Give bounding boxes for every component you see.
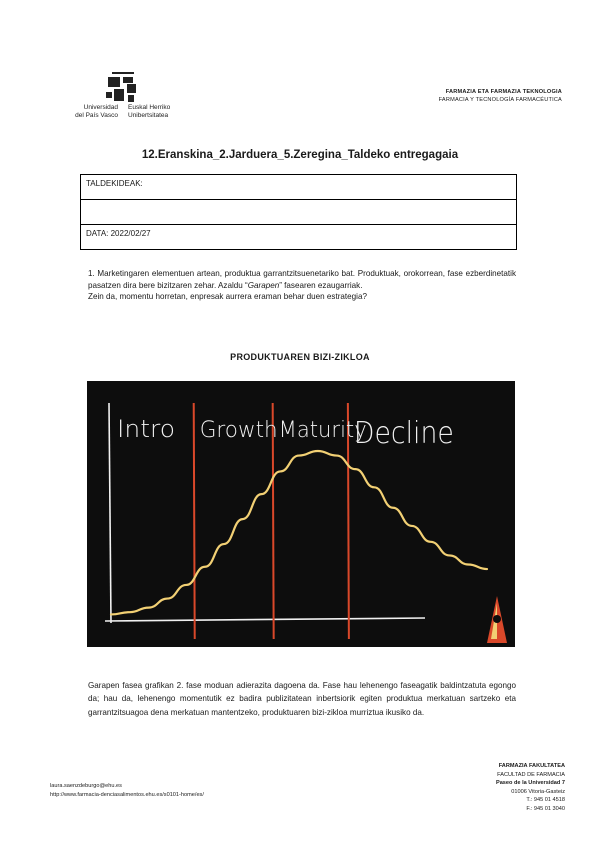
date-row: DATA: 2022/02/27 <box>80 224 517 250</box>
department-name-eu: FARMAZIA ETA FARMAZIA TEKNOLOGIA <box>445 89 562 95</box>
question-paragraph: 1. Marketingaren elementuen artean, produktua garrantzitsuenetariko bat. Produktuak, orokorrean, fase ezberdinetatik pasatzen dira bere bizitzaren zehar. Azaldu “Garapen” fasearen ezaugarriak. <box>88 269 516 290</box>
contact-email[interactable]: laura.saenzdeburgo@ehu.es <box>50 783 122 789</box>
faculty-name-eu: FARMAZIA FAKULTATEA <box>498 763 565 769</box>
product-life-cycle-chart <box>87 381 515 647</box>
phone-number: T.: 945 01 4518 <box>526 797 565 804</box>
stage-label-growth: Growth <box>199 418 278 443</box>
stage-label-maturity: Maturity <box>278 418 367 443</box>
question-strategy: Zein da, momentu horretan, enpresak aurrera eraman behar duen estrategia? <box>88 292 367 301</box>
upv-ehu-emblem-icon <box>104 72 144 104</box>
members-row: TALDEKIDEAK: <box>80 174 517 200</box>
x-axis <box>105 618 425 621</box>
corner-logo-icon <box>487 596 507 643</box>
city-address: 01006 Vitoria-Gasteiz <box>511 788 565 795</box>
question-text <box>88 268 516 303</box>
faculty-name-es: FACULTAD DE FARMACIA <box>497 771 565 778</box>
university-logo <box>60 68 190 128</box>
life-cycle-curve <box>111 451 487 614</box>
group-info-table <box>80 174 517 250</box>
university-name-eu: Euskal Herriko Unibertsitatea <box>128 104 171 119</box>
fax-number: F.: 945 01 3040 <box>526 805 565 812</box>
document-title: 12.Eranskina_2.Jarduera_5.Zeregina_Taldeko entregagaia <box>141 149 459 161</box>
footer-contact <box>50 782 204 799</box>
department-header <box>439 88 562 104</box>
answer-text: Garapen fasea grafikan 2. fase moduan adierazita dagoena da. Fase hau lehenengo faseagatik baldintzatuta egongo da; hau da, lehenengo momentutik ez badira publizitatean inbertsiorik egiten produktua merkatuan sartzeko eta garrantzitsuagoa dena merkatuan mantentzeko, produktuaren bizi-zikloa murriztua ikusiko da. <box>88 681 516 717</box>
y-axis <box>109 403 111 623</box>
question-term: Garapen <box>247 280 280 290</box>
faculty-website-link[interactable]: http://www.farmacia-denciasalimentos.ehu.es/s0101-home/es/ <box>50 791 204 798</box>
chart-title: PRODUKTUAREN BIZI-ZIKLOA <box>230 352 370 362</box>
street-address: Paseo de la Universidad 7 <box>495 780 565 787</box>
university-name-es: Universidad del País Vasco <box>75 104 118 119</box>
members-entry-row <box>80 199 517 225</box>
stage-divider-1 <box>194 403 195 639</box>
stage-label-decline: Decline <box>353 416 454 451</box>
chart-canvas <box>87 381 515 647</box>
stage-label-intro: Intro <box>117 415 175 443</box>
footer-address <box>496 762 565 814</box>
department-name-es: FARMACIA Y TECNOLOGÍA FARMACÉUTICA <box>438 97 562 103</box>
